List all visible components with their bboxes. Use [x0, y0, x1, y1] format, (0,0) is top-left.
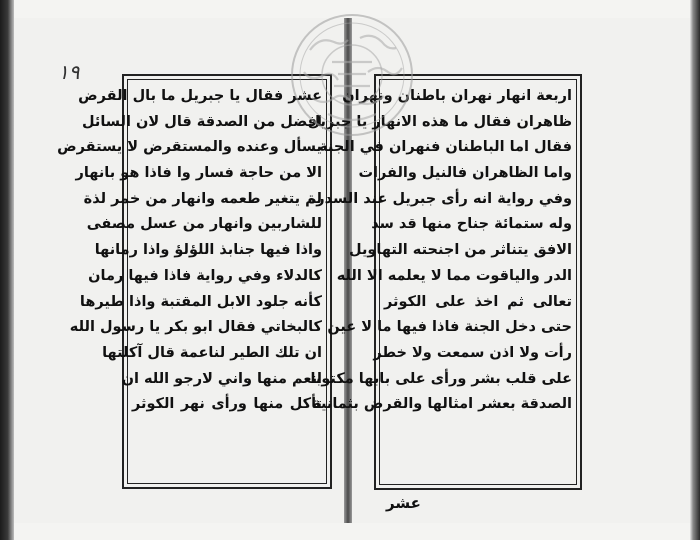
left-text-block — [57, 84, 322, 479]
right-line: على قلب بشر ورأى على بابها مكتوبا — [310, 370, 572, 387]
left-line: كالدلاء وفي رواية فاذا فيها رمان — [88, 267, 322, 284]
catchword: عشر — [386, 494, 421, 512]
book-edge-left — [0, 0, 14, 540]
left-line: كأنه جلود الابل المقتبة واذا طيرها — [79, 293, 322, 310]
right-line: الدر والياقوت مما لا يعلمه الا الله — [336, 267, 572, 284]
right-line: الصدقة بعشر امثالها والقرض بثمانية — [312, 396, 572, 413]
left-line: يسأل وعنده والمستقرض لا يستقرض — [57, 139, 322, 156]
left-line: للشاربين وانهار من عسل مصفى — [86, 216, 322, 233]
right-line: واما الظاهران فالنيل والفرات — [358, 165, 572, 182]
right-line: حتى دخل الجنة فاذا فيها ما لا عين — [327, 319, 572, 336]
book-edge-right — [690, 0, 700, 540]
left-line: عشر فقال يا جبريل ما بال القرض — [78, 88, 322, 104]
right-line: ظاهران فقال ما هذه الانهار يا جبريل — [307, 113, 572, 130]
left-line: ان تلك الطير لناعمة قال آكلتها — [102, 344, 322, 361]
left-line: الا من حاجة فسار وا فاذا هو بانهار — [75, 165, 322, 182]
library-seal-stamp — [282, 10, 422, 140]
right-text-block — [307, 84, 572, 480]
left-line: واذا فيها جنابذ اللؤلؤ واذا رمانها — [94, 242, 322, 259]
left-line: انعم منها واني لارجو الله ان — [121, 370, 322, 387]
left-line: كالبخاتي فقال ابو بكر يا رسول الله — [69, 319, 322, 336]
right-line: وله ستمائة جناح منها قد سد — [371, 216, 572, 233]
folio-number: ١٩ — [58, 60, 80, 84]
right-line: فقال اما الباطنان فنهران في الجنة — [319, 139, 572, 156]
right-line: الافق يتناثر من اجنحته التهاويل — [349, 242, 572, 259]
right-line: وفي رواية انه رأى جبريل عند السدرة — [307, 190, 572, 207]
left-line: تأكل منها ورأى نهر الكوثر — [132, 396, 322, 413]
left-line: افضل من الصدقة قال لان السائل — [81, 113, 322, 130]
right-line: اربعة انهار نهران باطنان ونهران — [342, 88, 572, 104]
right-line: تعالى ثم اخذ على الكوثر — [384, 293, 572, 310]
right-line: رأت ولا اذن سمعت ولا خطر — [373, 344, 572, 361]
left-line: لم يتغير طعمه وانهار من خمر لذة — [83, 190, 322, 207]
